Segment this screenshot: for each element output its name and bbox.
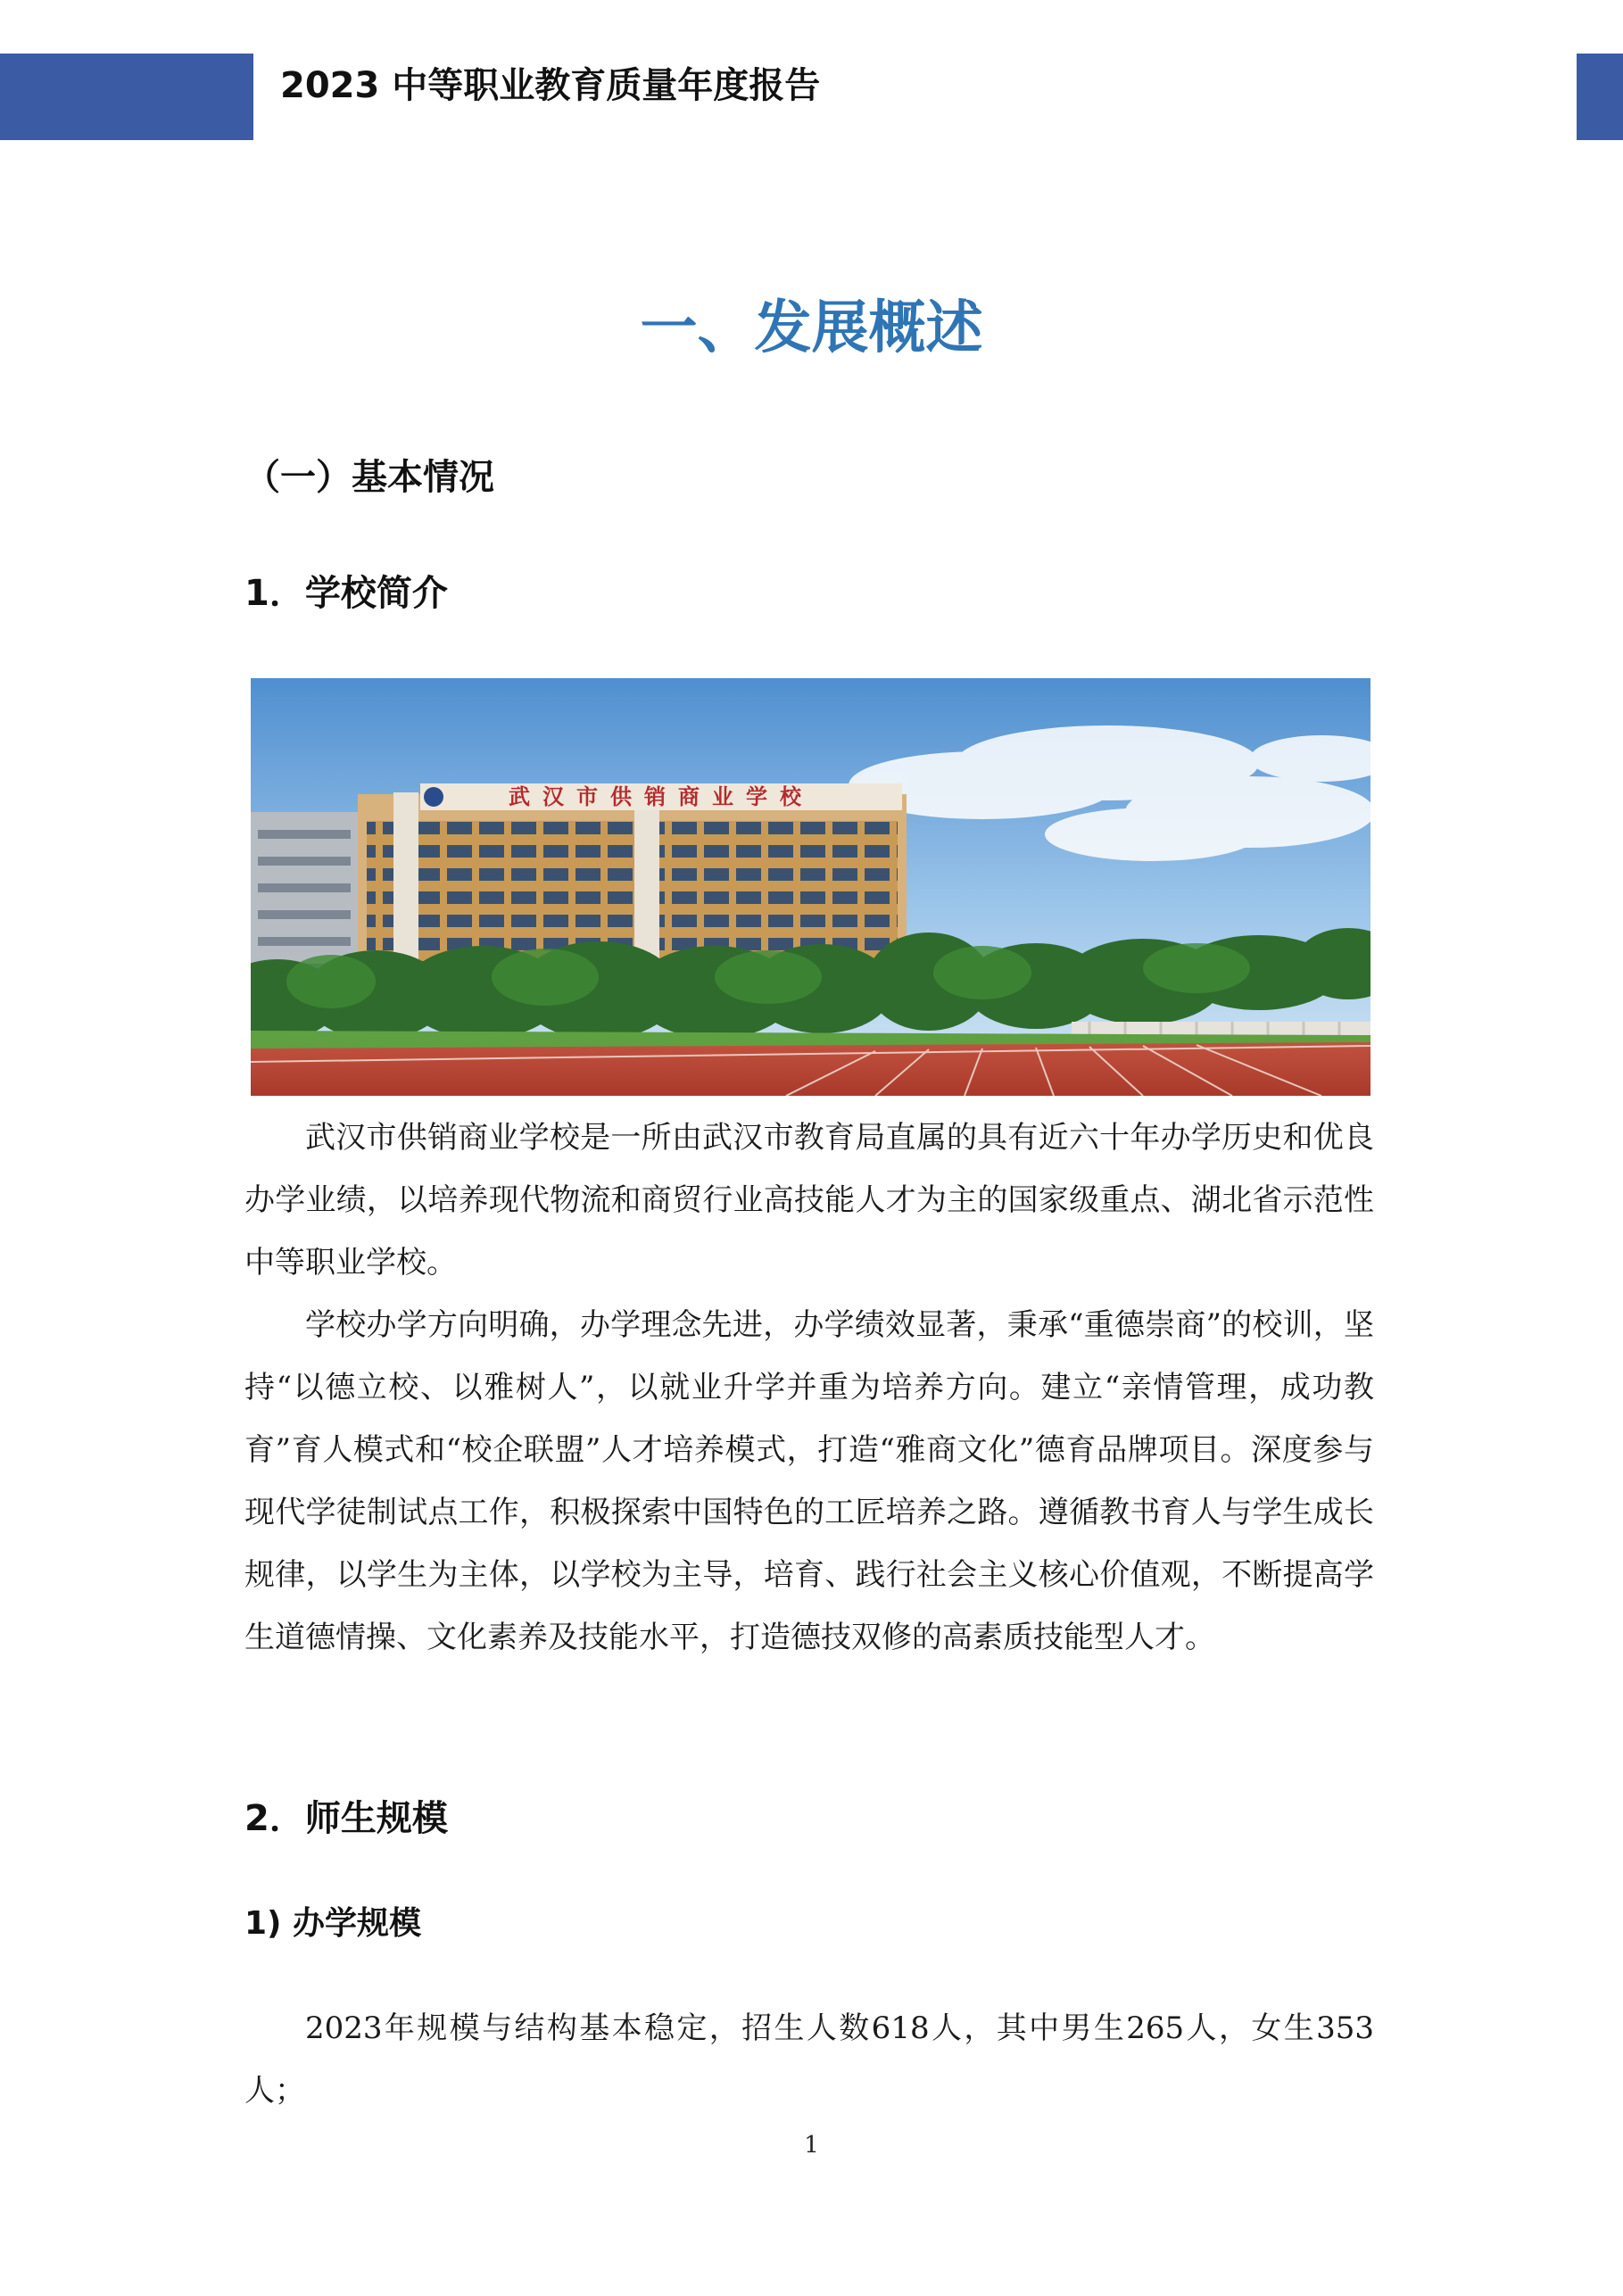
paragraph-school-intro-2: 学校办学方向明确，办学理念先进，办学绩效显著，秉承“重德崇商”的校训，坚持“以德立校、以雅树人”，以就业升学并重为培养方向。建立“亲情管理，成功教育”育人模式和“校企联盟”人才培养模式，打造“雅商文化”德育品牌项目。深度参与现代学徒制试点工作，积极探索中国特色的工匠培养之路。遵循教书育人与学生成长规律，以学生为主体，以学校为主导，培育、践行社会主义核心价值观，不断提高学生道德情操、文化素养及技能水平，打造德技双修的高素质技能型人才。 <box>244 1307 1374 1655</box>
subsection-title-school-scale: 1) 办学规模 <box>244 1905 422 1942</box>
header-title: 2023 中等职业教育质量年度报告 <box>280 65 821 106</box>
section-title: （一）基本情况 <box>244 457 494 498</box>
school-name-sign: 武汉市供销商业学校 <box>509 783 814 809</box>
header-accent-bar-right <box>1577 54 1623 140</box>
chapter-title: 一、发展概述 <box>640 295 983 361</box>
school-campus-photo <box>251 678 1370 1096</box>
paragraph-school-scale: 2023年规模与结构基本稳定，招生人数618人，其中男生265人，女生353人； <box>244 2010 1374 2109</box>
paragraph-school-intro-1: 武汉市供销商业学校是一所由武汉市教育局直属的具有近六十年办学历史和优良办学业绩，以培养现代物流和商贸行业高技能人才为主的国家级重点、湖北省示范性中等职业学校。 <box>244 1120 1374 1281</box>
subsection-title-teacher-student-scale: 2．师生规模 <box>244 1798 448 1839</box>
page-number: 1 <box>804 2132 819 2159</box>
header-accent-bar-left <box>0 54 253 140</box>
subsection-title-school-intro: 1．学校简介 <box>244 573 448 614</box>
